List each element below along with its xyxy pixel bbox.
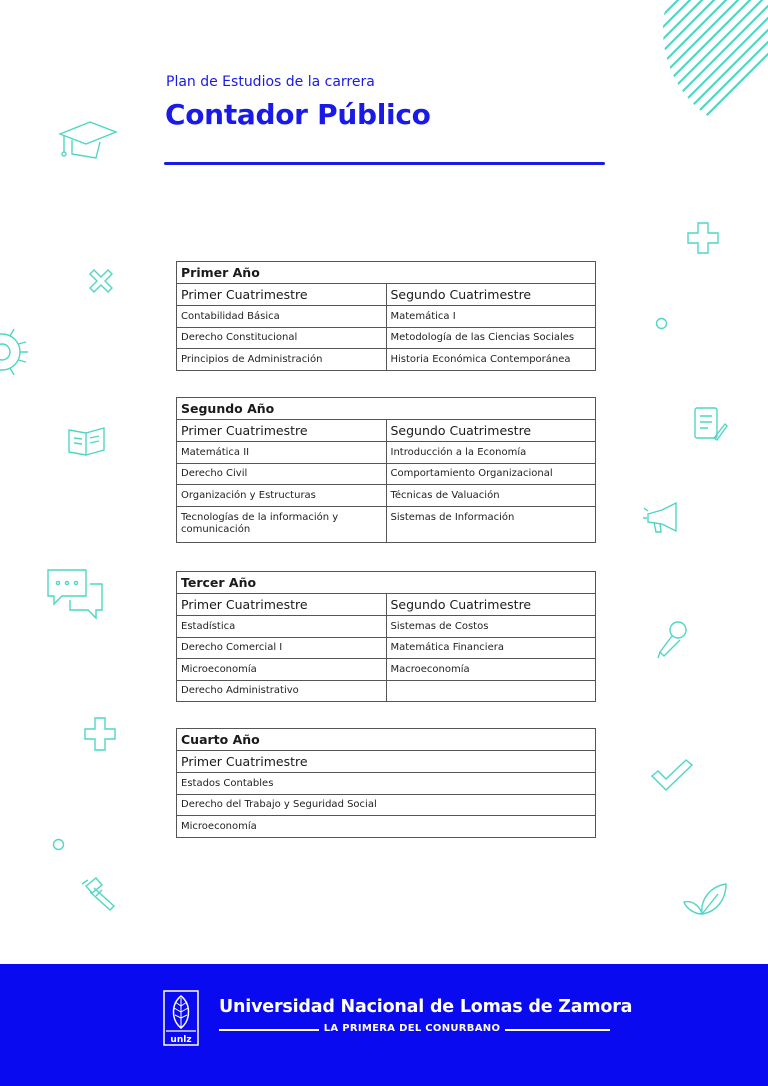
- semester-heading-1: Primer Cuatrimestre: [177, 751, 596, 773]
- table-row: [177, 327, 596, 349]
- title-divider: [164, 162, 605, 165]
- subject-cell: Microeconomía: [177, 816, 596, 838]
- subject-cell: Tecnologías de la información y comunicación: [177, 506, 387, 542]
- megaphone-icon: [642, 500, 682, 536]
- leaf-icon: [682, 880, 728, 920]
- year-heading: Cuarto Año: [177, 729, 596, 751]
- table-row: [177, 637, 596, 659]
- table-row: [177, 773, 596, 795]
- plus-icon: [686, 221, 720, 255]
- year-table-primer: [176, 261, 596, 371]
- university-name: Universidad Nacional de Lomas de Zamora: [219, 997, 633, 1017]
- logo-text: unlz: [170, 1035, 192, 1045]
- semester-heading-2: Segundo Cuatrimestre: [386, 284, 596, 306]
- subject-cell: Derecho Constitucional: [177, 327, 387, 349]
- table-row: [177, 680, 596, 702]
- x-icon: [86, 266, 116, 296]
- semester-heading-1: Primer Cuatrimestre: [177, 594, 387, 616]
- table-row: [177, 349, 596, 371]
- subject-cell: [386, 680, 596, 702]
- check-icon: [650, 758, 694, 792]
- year-heading: Tercer Año: [177, 572, 596, 594]
- year-table-cuarto: [176, 728, 596, 838]
- subject-cell: Estados Contables: [177, 773, 596, 795]
- corner-hatch-decoration: [658, 0, 768, 140]
- subject-cell: Principios de Administración: [177, 349, 387, 371]
- semester-heading-2: Segundo Cuatrimestre: [386, 420, 596, 442]
- table-row: [177, 463, 596, 485]
- subject-cell: Sistemas de Costos: [386, 616, 596, 638]
- subject-cell: Derecho del Trabajo y Seguridad Social: [177, 794, 596, 816]
- page-subtitle: Plan de Estudios de la carrera: [166, 74, 375, 90]
- table-row: [177, 485, 596, 507]
- subject-cell: Matemática II: [177, 442, 387, 464]
- year-heading: Segundo Año: [177, 398, 596, 420]
- gear-icon: [0, 326, 28, 378]
- graduation-cap-icon: [56, 114, 118, 164]
- microphone-icon: [656, 620, 688, 660]
- table-row: [177, 442, 596, 464]
- subject-cell: Sistemas de Información: [386, 506, 596, 542]
- plus-icon: [83, 716, 117, 752]
- gavel-icon: [80, 876, 118, 912]
- subject-cell: Contabilidad Básica: [177, 306, 387, 328]
- notepad-icon: [692, 404, 728, 444]
- year-heading: Primer Año: [177, 262, 596, 284]
- table-row: [177, 506, 596, 542]
- subject-cell: Metodología de las Ciencias Sociales: [386, 327, 596, 349]
- subject-cell: Matemática Financiera: [386, 637, 596, 659]
- subject-cell: Macroeconomía: [386, 659, 596, 681]
- subject-cell: Microeconomía: [177, 659, 387, 681]
- tagline-rule-right: [505, 1029, 610, 1031]
- subject-cell: Estadística: [177, 616, 387, 638]
- semester-heading-1: Primer Cuatrimestre: [177, 420, 387, 442]
- university-logo: [163, 990, 199, 1046]
- subject-cell: Derecho Comercial I: [177, 637, 387, 659]
- semester-heading-1: Primer Cuatrimestre: [177, 284, 387, 306]
- chat-bubbles-icon: [46, 566, 104, 624]
- subject-cell: Introducción a la Economía: [386, 442, 596, 464]
- subject-cell: Derecho Civil: [177, 463, 387, 485]
- subject-cell: Organización y Estructuras: [177, 485, 387, 507]
- table-row: [177, 794, 596, 816]
- table-row: [177, 659, 596, 681]
- circle-icon: [655, 317, 668, 330]
- subject-cell: Matemática I: [386, 306, 596, 328]
- footer-banner: [0, 964, 768, 1086]
- page-title: Contador Público: [165, 98, 431, 131]
- table-row: [177, 616, 596, 638]
- university-tagline: LA PRIMERA DEL CONURBANO: [323, 1023, 501, 1034]
- semester-heading-2: Segundo Cuatrimestre: [386, 594, 596, 616]
- circle-icon: [52, 838, 65, 851]
- year-table-segundo: [176, 397, 596, 543]
- year-table-tercer: [176, 571, 596, 702]
- subject-cell: Técnicas de Valuación: [386, 485, 596, 507]
- subject-cell: Comportamiento Organizacional: [386, 463, 596, 485]
- book-icon: [66, 424, 108, 458]
- table-row: [177, 816, 596, 838]
- tagline-rule-left: [219, 1029, 319, 1031]
- subject-cell: Derecho Administrativo: [177, 680, 387, 702]
- subject-cell: Historia Económica Contemporánea: [386, 349, 596, 371]
- table-row: [177, 306, 596, 328]
